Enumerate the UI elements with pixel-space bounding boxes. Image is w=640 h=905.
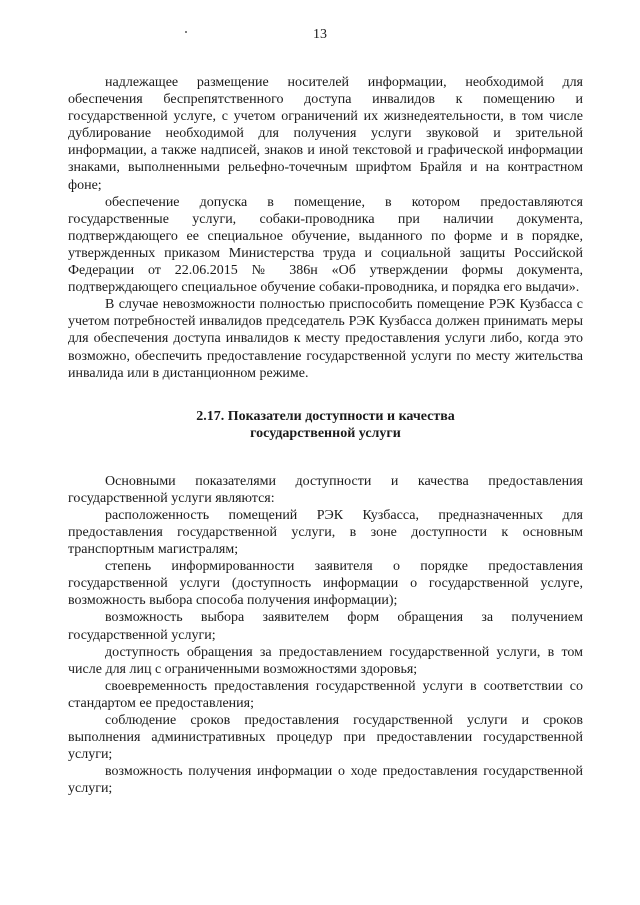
paragraph-guide-dog: обеспечение допуска в помещение, в котором предоставляются государственные услуги, собаки-проводника при наличии документа, подтверждающего ее специальное обучение, выданного по форме и в порядке, утвержденных приказом Министерства труда и социальной защиты Российской Федерации от 22.06.2015 № 386н «Об утверждении формы документа, подтверждающего специальное обучение собаки-проводника, и порядка его выдачи». xyxy=(68,194,583,296)
paragraph-awareness: степень информированности заявителя о порядке предоставления государственной услуги (доступность информации о государственной услуге, возможность выбора способа получения информации); xyxy=(68,559,583,609)
section-heading xyxy=(68,408,583,443)
paragraph-indicators-intro: Основными показателями доступности и качества предоставления государственной услуги являются: xyxy=(68,473,583,506)
section-heading-line-2: государственной услуги xyxy=(250,426,401,442)
paragraph-progress-info: возможность получения информации о ходе предоставления государственной услуги; xyxy=(68,764,583,797)
document-body xyxy=(68,74,583,797)
section-heading-line-1: 2.17. Показатели доступности и качества xyxy=(196,408,455,424)
scan-speck xyxy=(185,31,187,33)
paragraph-timeliness: своевременность предоставления государственной услуги в соответствии со стандартом ее предоставления; xyxy=(68,678,583,711)
paragraph-impossibility: В случае невозможности полностью приспособить помещение РЭК Кузбасса с учетом потребностей инвалидов председатель РЭК Кузбасса должен принимать меры для обеспечения доступа инвалидов к месту предоставления услуги либо, когда это возможно, обеспечить предоставление государственной услуги по месту жительства инвалида или в дистанционном режиме. xyxy=(68,297,583,381)
page-number: 13 xyxy=(313,27,327,42)
paragraph-accessibility: доступность обращения за предоставлением государственной услуги, в том числе для лиц с ограниченными возможностями здоровья; xyxy=(68,644,583,677)
paragraph-location: расположенность помещений РЭК Кузбасса, предназначенных для предоставления государственной услуги, в зоне доступности к основным транспортным магистралям; xyxy=(68,507,583,558)
paragraph-deadlines: соблюдение сроков предоставления государственной услуги и сроков выполнения административных процедур при предоставлении государственной услуги; xyxy=(68,713,583,763)
paragraph-signage: надлежащее размещение носителей информации, необходимой для обеспечения беспрепятственного доступа инвалидов к помещению и государственной услуге, с учетом ограничений их жизнедеятельности, в том числе дублирование необходимой для получения услуги звуковой и зрительной информации, а также надписей, знаков и иной текстовой и графической информации знаками, выполненными рельефно-точечным шрифтом Брайля и на контрастном фоне; xyxy=(68,75,583,193)
paragraph-form-choice: возможность выбора заявителем форм обращения за получением государственной услуги; xyxy=(68,610,583,643)
